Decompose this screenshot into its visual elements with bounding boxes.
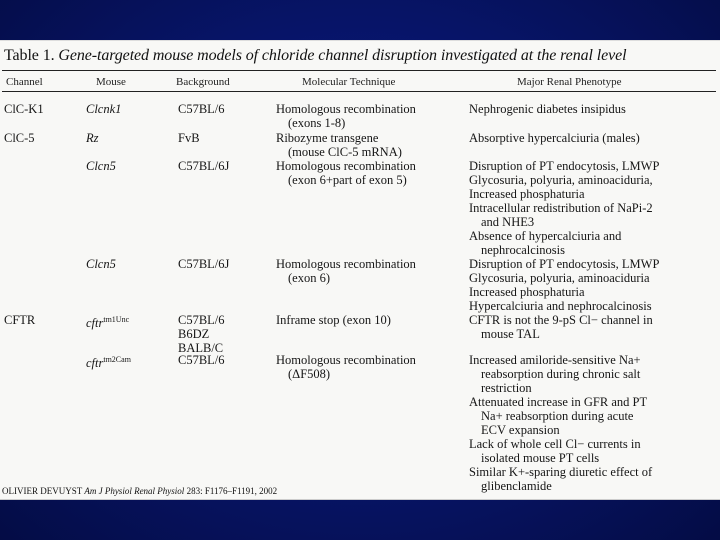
cell-mouse	[86, 257, 116, 271]
cell-background-line: C57BL/6	[178, 102, 225, 116]
table-caption	[4, 47, 720, 65]
cell-phenotype-line: Intracellular redistribution of NaPi-2	[469, 201, 653, 215]
cell-phenotype-line: restriction	[481, 381, 532, 395]
header-background: Background	[176, 76, 230, 88]
cell-background-line: C57BL/6J	[178, 257, 230, 271]
cell-phenotype-line: Attenuated increase in GFR and PT	[469, 395, 648, 409]
cell-channel: CFTR	[4, 313, 36, 327]
cell-background-line: C57BL/6J	[178, 159, 230, 173]
cell-phenotype-line: Increased phosphaturia	[469, 285, 585, 299]
cell-technique	[276, 102, 416, 130]
cell-background	[178, 131, 200, 145]
cell-technique-line: Homologous recombination	[276, 353, 416, 367]
footer-author: OLIVIER DEVUYST	[2, 486, 83, 496]
cell-background-line: C57BL/6	[178, 353, 225, 367]
cell-technique-line: Homologous recombination	[276, 159, 416, 173]
cell-phenotype-line: Increased amiloride-sensitive Na+	[469, 353, 641, 367]
cell-phenotype-line: Absorptive hypercalciuria (males)	[469, 131, 640, 145]
cell-technique	[276, 313, 391, 327]
cell-phenotype-line: Na+ reabsorption during acute	[481, 409, 634, 423]
mouse-name: Clcn5	[86, 257, 116, 271]
cell-phenotype-line: mouse TAL	[481, 327, 540, 341]
cell-mouse	[86, 131, 99, 145]
cell-technique-line: (exons 1-8)	[288, 116, 346, 130]
top-rule	[2, 70, 716, 71]
cell-phenotype	[469, 131, 640, 145]
cell-background	[178, 102, 225, 116]
cell-phenotype-line: Nephrogenic diabetes insipidus	[469, 102, 626, 116]
cell-technique-line: Inframe stop (exon 10)	[276, 313, 391, 327]
cell-phenotype	[469, 257, 659, 313]
header-technique: Molecular Technique	[302, 76, 396, 88]
cell-technique-line: (exon 6)	[288, 271, 330, 285]
cell-technique	[276, 257, 416, 285]
cell-background-line: BALB/C	[178, 341, 224, 355]
cell-technique	[276, 131, 402, 159]
cell-technique-line: Ribozyme transgene	[276, 131, 379, 145]
mouse-name: Clcnk1	[86, 102, 122, 116]
caption-title: Gene-targeted mouse models of chloride channel disruption investigated at the renal level	[58, 47, 627, 64]
cell-phenotype-line: Glycosuria, polyuria, aminoaciduria	[469, 271, 650, 285]
table-slide	[0, 40, 720, 500]
cell-background-line: C57BL/6	[178, 313, 225, 327]
cell-phenotype	[469, 353, 652, 493]
cell-phenotype-line: isolated mouse PT cells	[481, 451, 600, 465]
cell-mouse	[86, 102, 121, 116]
cell-phenotype-line: glibenclamide	[481, 479, 552, 493]
cell-phenotype-line: reabsorption during chronic salt	[481, 367, 641, 381]
cell-phenotype-line: Absence of hypercalciuria and	[469, 229, 622, 243]
cell-phenotype-line: Lack of whole cell Cl− currents in	[469, 437, 641, 451]
mouse-allele-sup: tm2Cam	[103, 355, 131, 364]
cell-phenotype-line: Similar K+-sparing diuretic effect of	[469, 465, 653, 479]
cell-phenotype-line: Hypercalciuria and nephrocalcinosis	[469, 299, 652, 313]
cell-background	[178, 313, 225, 355]
cell-phenotype-line: nephrocalcinosis	[481, 243, 566, 257]
cell-mouse	[86, 159, 116, 173]
cell-phenotype-line: CFTR is not the 9-pS Cl− channel in	[469, 313, 653, 327]
cell-background	[178, 159, 229, 173]
header-channel: Channel	[6, 76, 43, 88]
cell-technique	[276, 353, 416, 381]
cell-technique-line: (mouse ClC-5 mRNA)	[288, 145, 402, 159]
cell-channel: ClC-K1	[4, 102, 44, 116]
cell-technique-line: (ΔF508)	[288, 367, 331, 381]
cell-phenotype	[469, 102, 626, 116]
cell-background-line: FvB	[178, 131, 200, 145]
cell-mouse	[86, 313, 129, 330]
citation-footer	[2, 486, 277, 496]
cell-technique-line: Homologous recombination	[276, 257, 416, 271]
mouse-name: cftr	[86, 356, 104, 370]
cell-phenotype-line: Disruption of PT endocytosis, LMWP	[469, 257, 660, 271]
footer-citation: 283: F1176–F1191, 2002	[186, 486, 278, 496]
cell-phenotype-line: ECV expansion	[481, 423, 560, 437]
mouse-allele-sup: tm1Unc	[103, 315, 130, 324]
header-phenotype: Major Renal Phenotype	[517, 76, 622, 88]
header-rule	[2, 91, 716, 92]
mouse-name: cftr	[86, 316, 104, 330]
cell-background	[178, 257, 229, 271]
cell-phenotype-line: and NHE3	[481, 215, 535, 229]
cell-phenotype	[469, 313, 653, 341]
cell-phenotype-line: Disruption of PT endocytosis, LMWP	[469, 159, 660, 173]
cell-phenotype	[469, 159, 659, 257]
caption-label: Table 1.	[4, 47, 55, 64]
cell-channel: ClC-5	[4, 131, 35, 145]
cell-background	[178, 353, 225, 367]
mouse-name: Clcn5	[86, 159, 116, 173]
header-mouse: Mouse	[96, 76, 126, 88]
footer-journal: Am J Physiol Renal Physiol	[84, 486, 185, 496]
cell-technique-line: (exon 6+part of exon 5)	[288, 173, 407, 187]
cell-phenotype-line: Increased phosphaturia	[469, 187, 585, 201]
cell-background-line: B6DZ	[178, 327, 210, 341]
cell-phenotype-line: Glycosuria, polyuria, aminoaciduria,	[469, 173, 653, 187]
cell-technique	[276, 159, 416, 187]
mouse-name: Rz	[86, 131, 99, 145]
cell-mouse	[86, 353, 131, 370]
cell-technique-line: Homologous recombination	[276, 102, 416, 116]
